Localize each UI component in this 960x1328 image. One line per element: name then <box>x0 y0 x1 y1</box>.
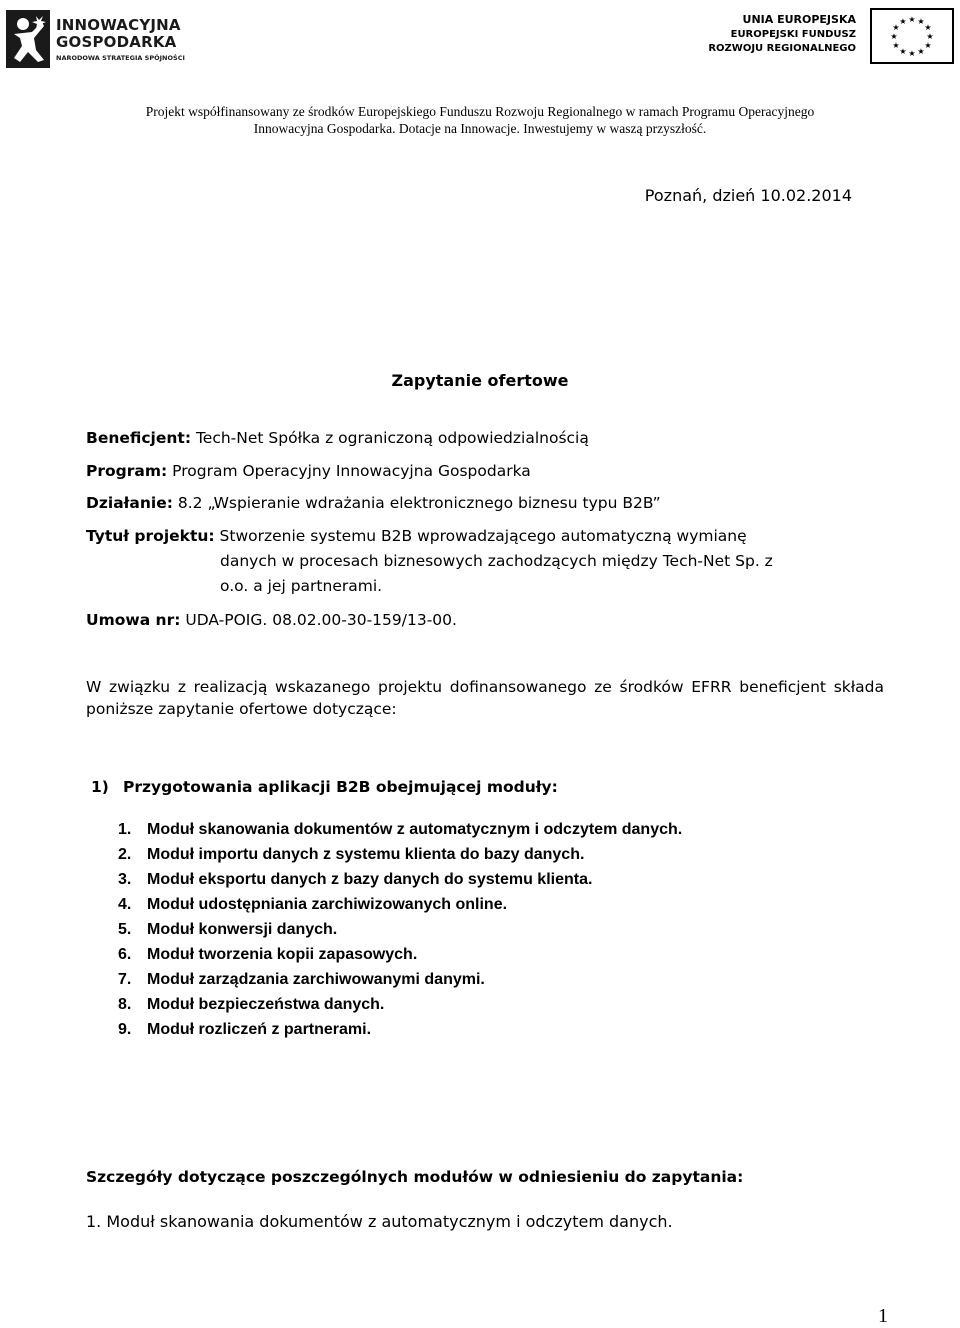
logo-line-2: GOSPODARKA <box>56 33 177 51</box>
logo-line-3: NARODOWA STRATEGIA SPÓJNOŚCI <box>56 54 185 62</box>
module-number: 6. <box>118 946 132 963</box>
document-title: Zapytanie ofertowe <box>391 371 569 390</box>
eu-logo-line-3: ROZWOJU REGIONALNEGO <box>708 43 856 54</box>
module-list <box>118 821 682 1046</box>
eu-logo-line-1: UNIA EUROPEJSKA <box>742 13 856 26</box>
project-title-label: Tytuł projektu: <box>86 527 215 545</box>
contract-value: UDA-POIG. 08.02.00-30-159/13-00. <box>185 611 457 629</box>
program-row <box>86 462 531 480</box>
module-text: Moduł udostępniania zarchiwizowanych online. <box>147 896 508 913</box>
module-text: Moduł zarządzania zarchiwowanymi danymi. <box>147 971 485 988</box>
svg-text:★: ★ <box>908 15 916 24</box>
svg-text:★: ★ <box>924 41 932 50</box>
program-label: Program: <box>86 462 168 480</box>
innowacyjna-gospodarka-emblem-icon <box>6 10 50 68</box>
list-item <box>118 1021 682 1046</box>
module-number: 2. <box>118 846 132 863</box>
first-module-heading: 1. Moduł skanowania dokumentów z automatycznym i odczytem danych. <box>86 1212 673 1231</box>
list-item <box>118 896 682 921</box>
beneficiary-row <box>86 429 589 447</box>
list-item <box>118 871 682 896</box>
svg-text:★: ★ <box>899 47 907 56</box>
module-text: Moduł konwersji danych. <box>147 921 338 938</box>
innowacyjna-gospodarka-logo <box>6 8 196 68</box>
beneficiary-value: Tech-Net Spółka z ograniczoną odpowiedzialnością <box>195 429 589 447</box>
svg-text:★: ★ <box>908 49 916 58</box>
list-item <box>118 996 682 1021</box>
contract-row <box>86 611 457 629</box>
list-item <box>118 821 682 846</box>
svg-text:★: ★ <box>924 23 932 32</box>
project-title-line-1: Stworzenie systemu B2B wprowadzającego automatyczną wymianę <box>219 527 747 545</box>
module-number: 3. <box>118 871 132 888</box>
page-number: 1 <box>878 1305 888 1327</box>
module-number: 7. <box>118 971 132 988</box>
cofinancing-line-2: Innowacyjna Gospodarka. Dotacje na Innowacje. Inwestujemy w waszą przyszłość. <box>253 121 707 136</box>
list-item <box>118 921 682 946</box>
list-item <box>118 946 682 971</box>
project-title-row <box>86 527 747 545</box>
project-title-line-3: o.o. a jej partnerami. <box>220 577 383 595</box>
action-value: 8.2 „Wspieranie wdrażania elektronicznego biznesu typu B2B” <box>177 494 661 512</box>
logo-line-1: INNOWACYJNA <box>56 16 181 34</box>
intro-paragraph: W związku z realizacją wskazanego projektu dofinansowanego ze środków EFRR beneficjent składa poniższe zapytanie ofertowe dotyczące: <box>86 678 884 718</box>
section-1-title: Przygotowania aplikacji B2B obejmującej moduły: <box>123 778 558 796</box>
svg-text:★: ★ <box>892 23 900 32</box>
module-number: 9. <box>118 1021 132 1038</box>
section-1-number: 1) <box>91 778 109 796</box>
action-label: Działanie: <box>86 494 173 512</box>
module-number: 5. <box>118 921 132 938</box>
module-text: Moduł bezpieczeństwa danych. <box>147 996 385 1013</box>
svg-text:★: ★ <box>899 17 907 26</box>
module-text: Moduł eksportu danych z bazy danych do systemu klienta. <box>147 871 593 888</box>
svg-text:★: ★ <box>890 32 898 41</box>
contract-label: Umowa nr: <box>86 611 181 629</box>
module-text: Moduł skanowania dokumentów z automatycznym i odczytem danych. <box>147 821 683 838</box>
module-number: 8. <box>118 996 132 1013</box>
svg-text:★: ★ <box>892 41 900 50</box>
eu-logo-line-2: EUROPEJSKI FUNDUSZ <box>730 29 856 40</box>
svg-text:★: ★ <box>917 47 925 56</box>
action-row <box>86 494 661 512</box>
document-date: Poznań, dzień 10.02.2014 <box>644 186 852 205</box>
project-title-line-2: danych w procesach biznesowych zachodzących między Tech-Net Sp. z <box>220 552 773 570</box>
module-text: Moduł importu danych z systemu klienta do bazy danych. <box>147 846 585 863</box>
module-text: Moduł tworzenia kopii zapasowych. <box>147 946 418 963</box>
module-number: 1. <box>118 821 132 838</box>
cofinancing-line-1: Projekt współfinansowany ze środków Europejskiego Funduszu Rozwoju Regionalnego w ramach Programu Operacyjnego <box>145 104 815 119</box>
list-item <box>118 971 682 996</box>
svg-text:★: ★ <box>917 17 925 26</box>
module-number: 4. <box>118 896 132 913</box>
module-text: Moduł rozliczeń z partnerami. <box>147 1021 372 1038</box>
list-item <box>118 846 682 871</box>
section-1-heading <box>91 778 558 796</box>
eu-logo <box>708 8 954 64</box>
eu-flag-icon <box>870 8 954 64</box>
details-heading: Szczegóły dotyczące poszczególnych modułów w odniesieniu do zapytania: <box>86 1168 744 1186</box>
program-value: Program Operacyjny Innowacyjna Gospodarka <box>172 462 531 480</box>
beneficiary-label: Beneficjent: <box>86 429 192 447</box>
svg-text:★: ★ <box>926 32 934 41</box>
